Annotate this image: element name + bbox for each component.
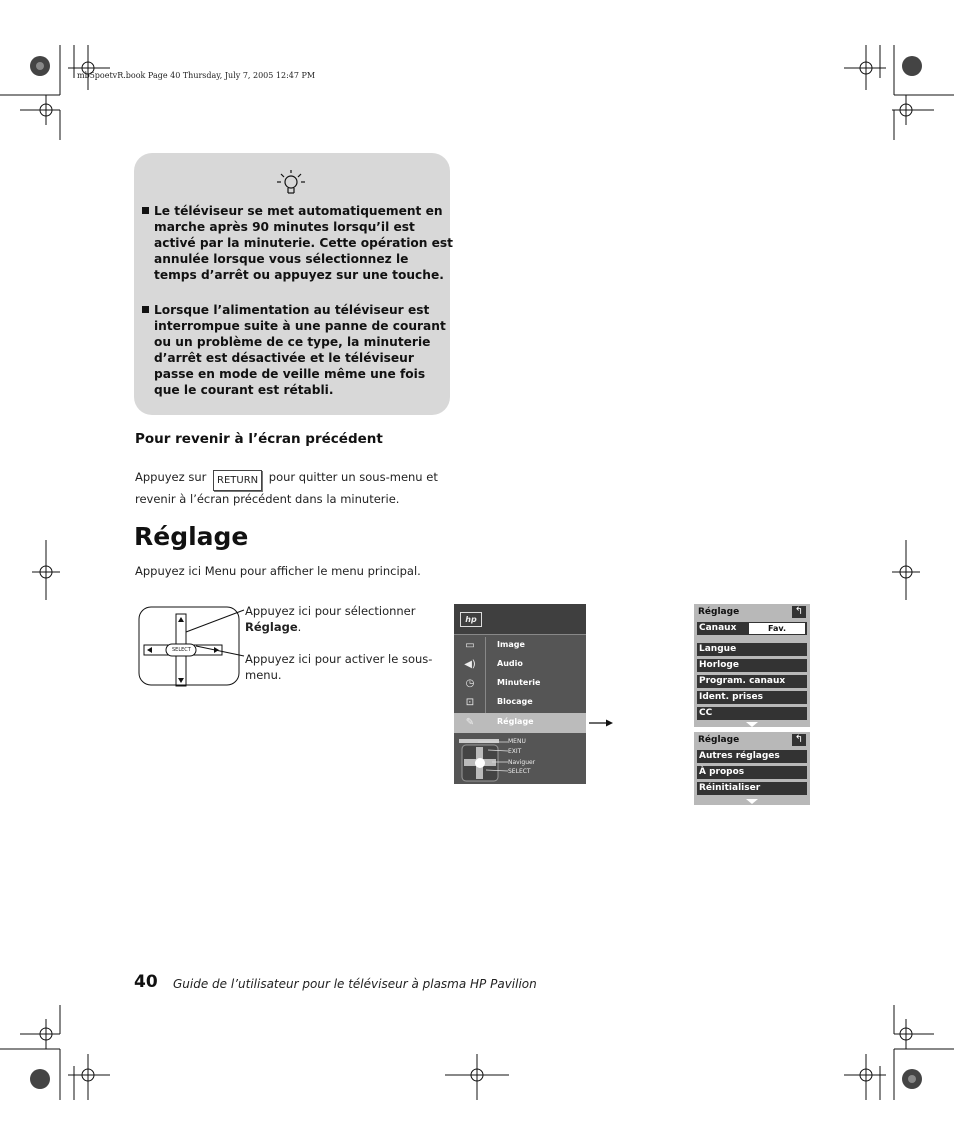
legend-navigate: Naviguer: [508, 759, 536, 766]
setup-intro: Appuyez ici Menu pour afficher le menu principal.: [135, 564, 421, 578]
menu-item-minuterie[interactable]: ◷ Minuterie: [454, 674, 586, 694]
submenu-item-a-propos[interactable]: À propos: [697, 766, 807, 779]
submenu-item-ident-prises[interactable]: Ident. prises: [697, 691, 807, 704]
callout-select: Appuyez ici pour sélectionner Réglage.: [245, 604, 416, 634]
return-paragraph: Appuyez sur RETURN pour quitter un sous-menu et revenir à l’écran précédent dans la minuterie.: [135, 470, 438, 506]
tip-item: Le téléviseur se met automatiquement en marche après 90 minutes lorsqu’il est activé par la minuterie. Cette opération est annulée lorsque vous sélectionnez le temps d’arrêt ou appuyez sur une touche.: [140, 203, 454, 283]
hp-logo-icon: hp: [460, 612, 482, 627]
submenu-item-langue[interactable]: Langue: [697, 643, 807, 656]
page-number: 40: [134, 972, 158, 992]
tip-item: Lorsque l’alimentation au téléviseur est interrompue suite à une panne de courant ou un problème de ce type, la minuterie d’arrêt est désactivée et le téléviseur passe en mode de veille même une fois que le courant est rétabli.: [140, 302, 454, 398]
submenu-item-program-canaux[interactable]: Program. canaux: [697, 675, 807, 688]
back-arrow-icon[interactable]: ↰: [792, 606, 806, 618]
submenu-panel: [694, 604, 810, 727]
lock-icon: ⊡: [465, 697, 475, 708]
scroll-down-icon[interactable]: [746, 799, 758, 804]
picture-icon: ▭: [465, 640, 475, 651]
speaker-icon: ◀): [464, 659, 476, 670]
submenu-title: Réglage: [698, 607, 740, 617]
legend-select: SELECT: [508, 768, 531, 775]
submenu-item-horloge[interactable]: Horloge: [697, 659, 807, 672]
timer-icon: ◷: [465, 678, 475, 689]
footer-title: Guide de l’utilisateur pour le téléviseur à plasma HP Pavilion: [173, 977, 537, 991]
fav-field[interactable]: Fav.: [749, 623, 805, 634]
section-title: Réglage: [134, 522, 249, 551]
bullet-square: [142, 306, 149, 313]
mini-remote-icon: [458, 738, 508, 782]
submenu-item-reinitialiser[interactable]: Réinitialiser: [697, 782, 807, 795]
return-heading: Pour revenir à l’écran précédent: [135, 431, 383, 447]
remote-dpad-diagram: [138, 604, 248, 688]
bullet-square: [142, 207, 149, 214]
legend-menu: MENU: [508, 738, 526, 745]
submenu-item-cc[interactable]: CC: [697, 707, 807, 720]
legend-exit: EXIT: [508, 748, 522, 755]
wrench-icon: ✎: [465, 717, 475, 728]
tip-box: [134, 153, 454, 415]
menu-item-audio[interactable]: ◀) Audio: [454, 655, 586, 675]
submenu-panel-2: [694, 732, 810, 805]
lightbulb-icon: [274, 167, 308, 197]
back-arrow-icon[interactable]: ↰: [792, 734, 806, 746]
submenu-title: Réglage: [698, 735, 740, 745]
submenu-item-canaux[interactable]: Canaux Fav.: [697, 622, 807, 635]
remote-select-label: SELECT: [172, 647, 191, 653]
tv-main-menu: [454, 604, 586, 784]
submenu-item-autres-reglages[interactable]: Autres réglages: [697, 750, 807, 763]
return-key-icon: RETURN: [213, 470, 262, 491]
menu-item-reglage[interactable]: ✎ Réglage: [454, 713, 586, 733]
menu-item-blocage[interactable]: ⊡ Blocage: [454, 693, 586, 713]
tv-menu-header: [454, 604, 586, 635]
callout-activate: Appuyez ici pour activer le sous- menu.: [245, 652, 433, 682]
file-header: mb5poetvR.book Page 40 Thursday, July 7, 2005 12:47 PM: [77, 71, 316, 80]
menu-item-image[interactable]: ▭ Image: [454, 636, 586, 656]
scroll-down-icon[interactable]: [746, 722, 758, 727]
right-arrow-icon: [589, 718, 613, 728]
